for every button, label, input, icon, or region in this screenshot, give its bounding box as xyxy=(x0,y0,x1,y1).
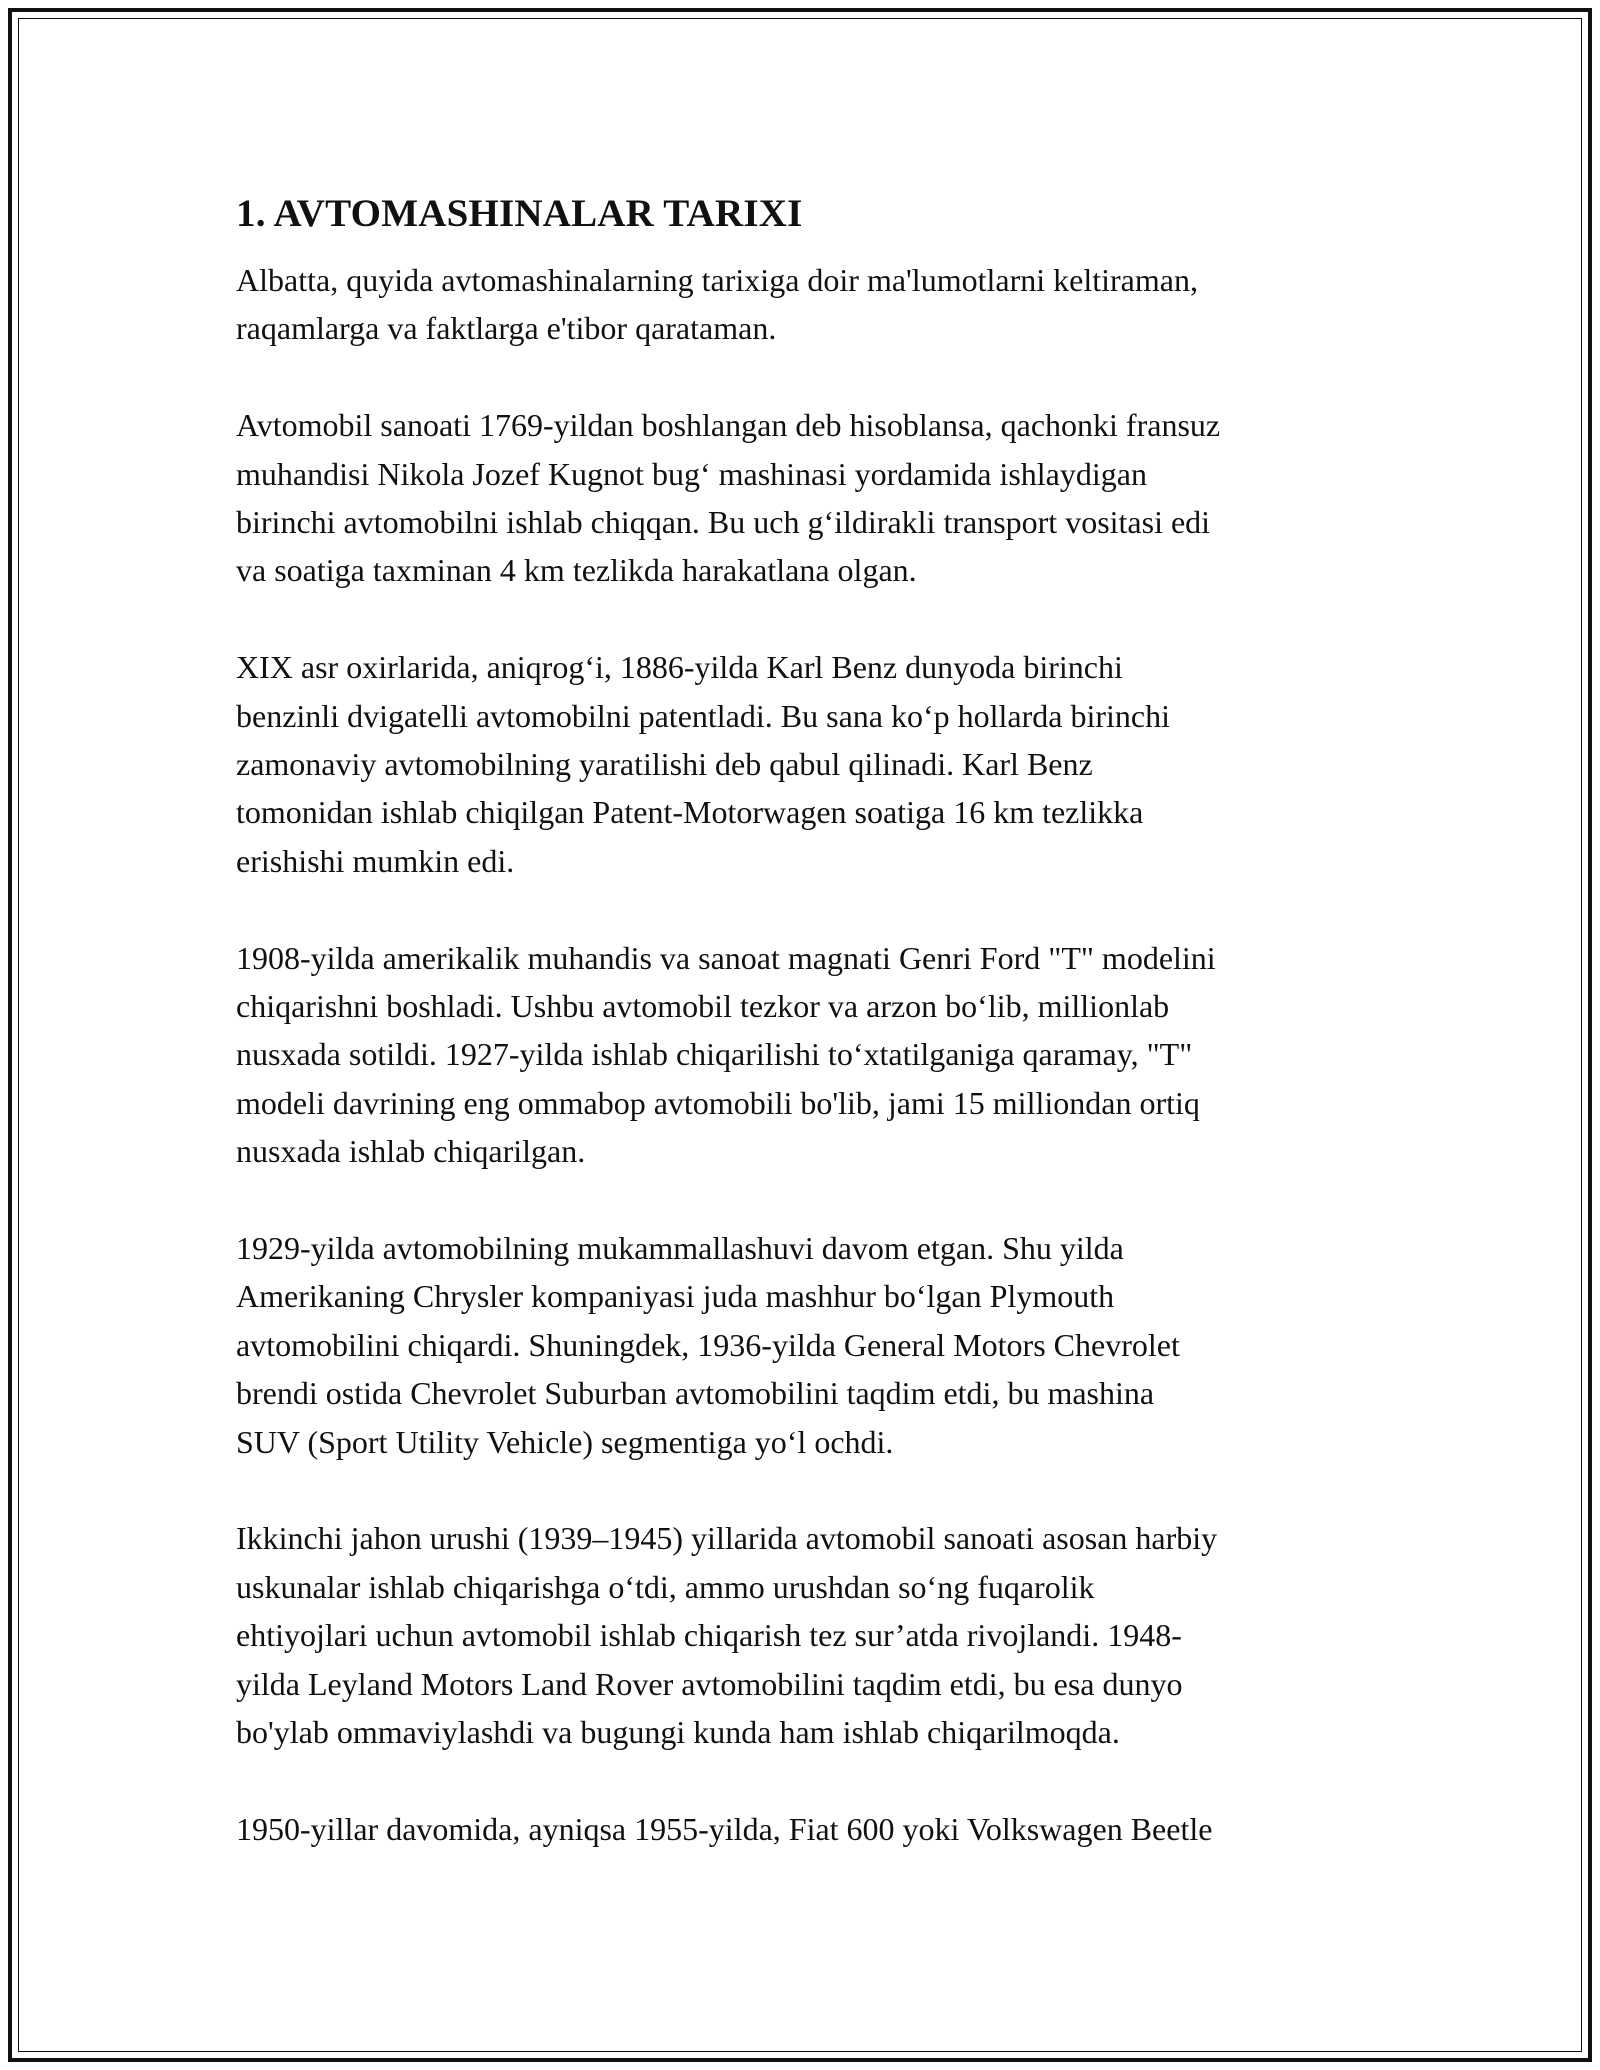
paragraph-1769: Avtomobil sanoati 1769-yildan boshlangan deb hisoblansa, qachonki fransuz muhandisi Nikola Jozef Kugnot bug‘ mashinasi yordamida ishlaydigan birinchi avtomobilni ishlab chiqqan. Bu uch g‘ildirakli transport vositasi edi va soatiga taxminan 4 km tezlikda harakatlana olgan. xyxy=(236,407,1221,589)
paragraph-ww2: Ikkinchi jahon urushi (1939–1945) yillarida avtomobil sanoati asosan harbiy uskunalar ishlab chiqarishga o‘tdi, ammo urushdan so‘ng fuqarolik ehtiyojlari uchun avtomobil ishlab chiqarish tez sur’atda rivojlandi. 1948- yilda Leyland Motors Land Rover avtomobilini taqdim etdi, bu esa dunyo bo'ylab ommaviylashdi va bugungi kunda ham ishlab chiqarilmoqda. xyxy=(236,1520,1218,1751)
document-title: 1. AVTOMASHINALAR TARIXI xyxy=(236,192,803,235)
document-body xyxy=(236,186,1376,1902)
paragraph-1886: XIX asr oxirlarida, aniqrog‘i, 1886-yilda Karl Benz dunyoda birinchi benzinli dvigatelli avtomobilni patentladi. Bu sana ko‘p hollarda birinchi zamonaviy avtomobilning yaratilishi deb qabul qilinadi. Karl Benz tomonidan ishlab chiqilgan Patent-Motorwagen soatiga 16 km tezlikka erishishi mumkin edi. xyxy=(236,649,1170,879)
paragraph-1908: 1908-yilda amerikalik muhandis va sanoat magnati Genri Ford "T" modelini chiqarishni boshladi. Ushbu avtomobil tezkor va arzon bo‘lib, millionlab nusxada sotildi. 1927-yilda ishlab chiqarilishi to‘xtatilganiga qaramay, "T" modeli davrining eng ommabop avtomobili bo'lib, jami 15 milliondan ortiq nusxada ishlab chiqarilgan. xyxy=(236,939,1216,1170)
paragraph-1929: 1929-yilda avtomobilning mukammallashuvi davom etgan. Shu yilda Amerikaning Chrysler kompaniyasi juda mashhur bo‘lgan Plymouth avtomobilini chiqardi. Shuningdek, 1936-yilda General Motors Chevrolet brendi ostida Chevrolet Suburban avtomobilini taqdim etdi, bu mashina SUV (Sport Utility Vehicle) segmentiga yo‘l ochdi. xyxy=(236,1230,1180,1460)
paragraph-1950s: 1950-yillar davomida, ayniqsa 1955-yilda, Fiat 600 yoki Volkswagen Beetle xyxy=(236,1810,1213,1847)
paragraph-intro: Albatta, quyida avtomashinalarning tarixiga doir ma'lumotlarni keltiraman, raqamlarga va faktlarga e'tibor qarataman. xyxy=(236,262,1198,347)
